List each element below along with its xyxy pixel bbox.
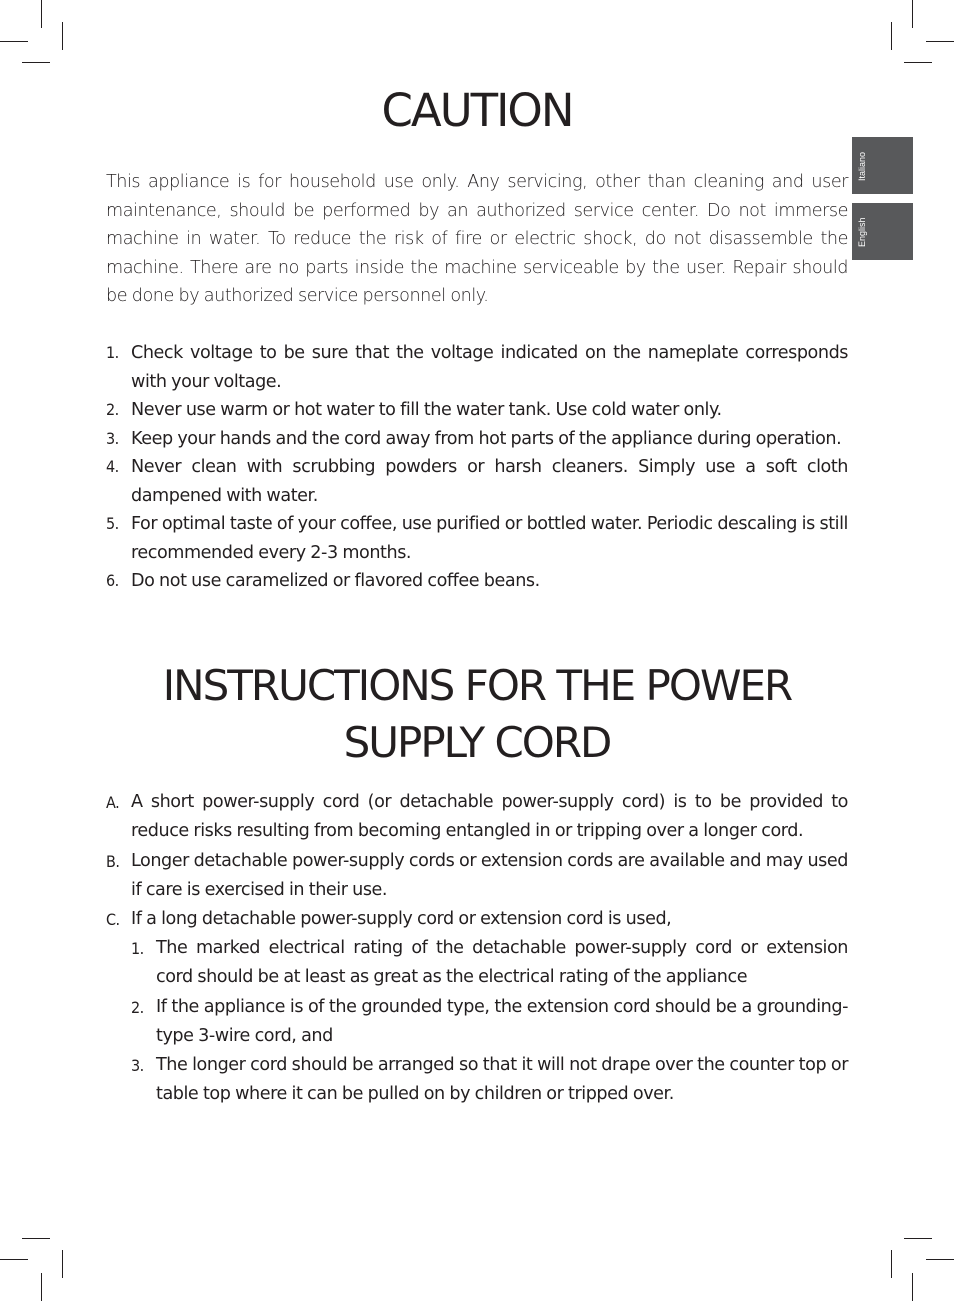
- list-item-text: If a long detachable power-supply cord or extension cord is used,: [131, 909, 672, 929]
- caution-heading: CAUTION: [381, 84, 573, 137]
- list-item: [106, 847, 848, 905]
- crop-mark: [22, 1238, 50, 1239]
- list-item-text: Never use warm or hot water to fill the water tank. Use cold water only.: [131, 400, 722, 420]
- crop-mark: [0, 41, 28, 42]
- list-marker: 2.: [131, 997, 144, 1017]
- caution-intro: This appliance is for household use only. Any servicing, other than cleaning and user maintenance, should be performed by an authorized service center. Do not immerse machine in water. To reduce the risk of fire or electric shock, do not disassemble the machine. There are no parts inside the machine serviceable by the user. Repair should be done by authorized service personnel only.: [106, 172, 848, 306]
- list-item-text: A short power-supply cord (or detachable power-supply cord) is to be provided to reduce risks resulting from becoming entangled in or tripping over a longer cord.: [131, 792, 848, 841]
- sublist-item: [131, 993, 848, 1051]
- crop-mark: [912, 1273, 913, 1301]
- list-item: [106, 510, 848, 567]
- list-item: [106, 905, 848, 1109]
- list-item-text: For optimal taste of your coffee, use purified or bottled water. Periodic descaling is still recommended every 2-3 months.: [131, 514, 848, 563]
- list-item-text: Longer detachable power-supply cords or extension cords are available and may used if care is exercised in their use.: [131, 850, 848, 900]
- language-tab-italiano[interactable]: [852, 137, 913, 194]
- list-item: [106, 425, 848, 454]
- power-cord-list: [106, 788, 848, 1110]
- list-marker: 5.: [106, 514, 119, 533]
- crop-mark: [912, 0, 913, 28]
- crop-mark: [0, 1259, 28, 1260]
- caution-list: [106, 339, 848, 596]
- list-marker: 3.: [106, 428, 119, 448]
- list-marker: 2.: [106, 400, 119, 419]
- crop-mark: [904, 62, 932, 63]
- crop-mark: [926, 1259, 954, 1260]
- list-item-text: The longer cord should be arranged so that it will not drape over the counter top or table top where it can be pulled on by children or tripped over.: [156, 1055, 848, 1104]
- list-item-text: Check voltage to be sure that the voltage indicated on the nameplate corresponds with your voltage.: [131, 343, 848, 392]
- language-tab-label: English: [857, 217, 867, 247]
- list-marker: 4.: [106, 457, 119, 476]
- sublist-item: [131, 934, 848, 992]
- power-cord-heading-line2: SUPPLY CORD: [343, 718, 611, 767]
- list-marker: 1.: [106, 343, 119, 362]
- list-item: [106, 339, 848, 396]
- crop-mark: [891, 1250, 892, 1278]
- sublist-item: [131, 1051, 848, 1109]
- power-cord-heading: [0, 657, 954, 771]
- language-tab-english[interactable]: [852, 203, 913, 260]
- crop-mark: [62, 1250, 63, 1278]
- crop-mark: [62, 22, 63, 50]
- crop-mark: [22, 62, 50, 63]
- list-marker: C.: [106, 910, 120, 929]
- power-cord-sublist: [131, 934, 848, 1109]
- list-item-text: If the appliance is of the grounded type, the extension cord should be a grounding-type 3-wire cord, and: [156, 996, 848, 1046]
- list-item: [106, 567, 848, 596]
- list-item-text: Never clean with scrubbing powders or harsh cleaners. Simply use a soft cloth dampened with water.: [131, 457, 848, 506]
- list-marker: 1.: [131, 939, 144, 958]
- language-tab-label: Italiano: [857, 151, 867, 181]
- list-marker: B.: [106, 851, 120, 871]
- list-item-text: Do not use caramelized or flavored coffee beans.: [131, 571, 540, 591]
- crop-mark: [41, 1273, 42, 1301]
- list-item: [106, 396, 848, 425]
- list-item: [106, 788, 848, 846]
- crop-mark: [891, 22, 892, 50]
- list-marker: 3.: [131, 1056, 144, 1075]
- crop-mark: [41, 0, 42, 28]
- power-cord-heading-line1: INSTRUCTIONS FOR THE POWER: [162, 661, 792, 710]
- crop-mark: [904, 1238, 932, 1239]
- list-marker: 6.: [106, 571, 119, 590]
- list-item: [106, 453, 848, 510]
- crop-mark: [926, 41, 954, 42]
- list-marker: A.: [106, 793, 120, 812]
- list-item-text: Keep your hands and the cord away from hot parts of the appliance during operation.: [131, 428, 842, 449]
- list-item-text: The marked electrical rating of the detachable power-supply cord or extension cord should be at least as great as the electrical rating of the appliance: [156, 938, 848, 987]
